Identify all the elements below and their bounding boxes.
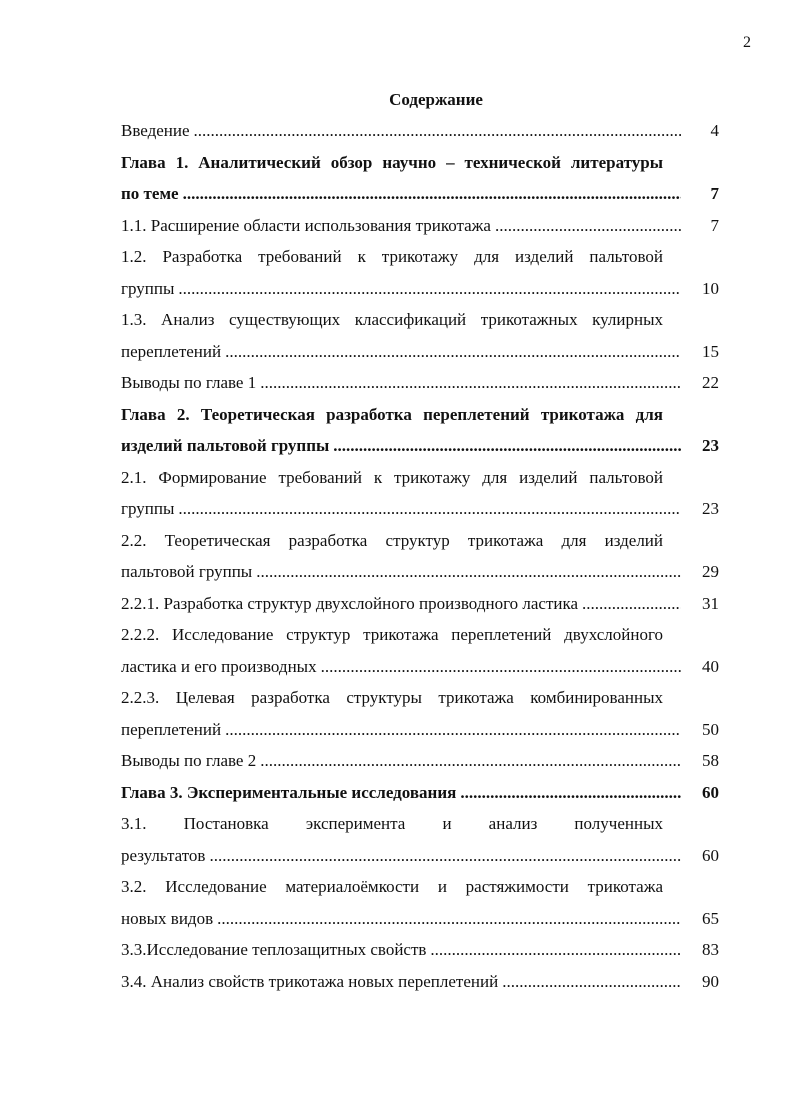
toc-entry[interactable] bbox=[121, 399, 721, 462]
toc-entry[interactable] bbox=[121, 210, 721, 242]
toc-entry-title: ластика и его производных bbox=[121, 656, 317, 676]
toc-page-number: 7 bbox=[710, 184, 719, 203]
page-number: 2 bbox=[743, 34, 751, 51]
toc-entry-title: по теме bbox=[121, 184, 179, 203]
toc-entry[interactable] bbox=[121, 304, 721, 367]
toc-leader-dots bbox=[582, 588, 681, 620]
toc-entry[interactable] bbox=[121, 745, 721, 777]
toc-entry[interactable] bbox=[121, 966, 721, 998]
toc-entry[interactable] bbox=[121, 808, 721, 871]
toc-leader-dots bbox=[502, 966, 681, 998]
toc-leader-dots bbox=[260, 745, 681, 777]
toc-leader-dots bbox=[460, 777, 681, 809]
toc-page-number: 40 bbox=[702, 656, 719, 676]
toc-leader-dots bbox=[194, 115, 681, 147]
toc-entry-title: 1.2. Разработка требований к трикотажу для изделий пальтовой bbox=[121, 247, 663, 266]
toc-entry-title: 3.1. Постановка эксперимента и анализ полученных bbox=[121, 814, 663, 833]
toc-page-number: 7 bbox=[710, 215, 719, 235]
toc-leader-dots bbox=[430, 934, 681, 966]
toc-entry[interactable] bbox=[121, 934, 721, 966]
toc-entry-title: новых видов bbox=[121, 908, 214, 928]
toc-entry-title: Глава 2. Теоретическая разработка переплетений трикотажа для bbox=[121, 404, 663, 424]
toc-entry-title: группы bbox=[121, 499, 175, 518]
toc-entry[interactable] bbox=[121, 682, 721, 745]
toc-entry-title: переплетений bbox=[121, 341, 222, 361]
toc-entry[interactable] bbox=[121, 462, 721, 525]
table-of-contents bbox=[121, 115, 721, 997]
toc-page-number: 22 bbox=[702, 373, 719, 392]
toc-entry-title: Выводы по главе 2 bbox=[121, 751, 257, 770]
toc-leader-dots bbox=[225, 336, 681, 368]
toc-entry-title: группы bbox=[121, 278, 175, 298]
toc-leader-dots bbox=[183, 178, 681, 210]
toc-entry-title: 2.1. Формирование требований к трикотажу для изделий пальтовой bbox=[121, 467, 663, 487]
toc-leader-dots bbox=[178, 273, 681, 305]
toc-page-number: 60 bbox=[702, 845, 719, 865]
toc-entry-title: 3.4. Анализ свойств трикотажа новых переплетений bbox=[121, 971, 499, 991]
toc-entry-title: 2.2.3. Целевая разработка структуры трикотажа комбинированных bbox=[121, 688, 663, 707]
toc-entry[interactable] bbox=[121, 777, 721, 809]
toc-page-number: 15 bbox=[702, 341, 719, 361]
toc-page-number: 50 bbox=[702, 719, 719, 739]
toc-page-number: 60 bbox=[702, 782, 719, 802]
toc-page-number: 90 bbox=[702, 971, 719, 991]
toc-entry-title: 3.2. Исследование материалоёмкости и растяжимости трикотажа bbox=[121, 877, 663, 896]
toc-leader-dots bbox=[256, 556, 681, 588]
toc-page-number: 10 bbox=[702, 278, 719, 298]
toc-entry[interactable] bbox=[121, 525, 721, 588]
toc-page-number: 29 bbox=[702, 562, 719, 581]
toc-page-number: 83 bbox=[702, 940, 719, 959]
toc-entry-title: 3.3.Исследование теплозащитных свойств bbox=[121, 940, 427, 959]
toc-leader-dots bbox=[217, 903, 681, 935]
toc-page-number: 23 bbox=[702, 436, 719, 455]
toc-entry[interactable] bbox=[121, 367, 721, 399]
toc-entry[interactable] bbox=[121, 619, 721, 682]
toc-entry-title: 2.2.1. Разработка структур двухслойного производного ластика bbox=[121, 593, 579, 613]
toc-entry[interactable] bbox=[121, 588, 721, 620]
toc-entry-title: 1.1. Расширение области использования трикотажа bbox=[121, 215, 491, 235]
toc-leader-dots bbox=[321, 651, 681, 683]
toc-entry-title: Выводы по главе 1 bbox=[121, 373, 257, 392]
toc-entry-title: Введение bbox=[121, 121, 190, 140]
toc-entry-title: 1.3. Анализ существующих классификаций трикотажных кулирных bbox=[121, 310, 663, 329]
toc-page-number: 58 bbox=[702, 751, 719, 770]
toc-leader-dots bbox=[178, 493, 681, 525]
toc-page-number: 4 bbox=[710, 121, 719, 140]
toc-entry[interactable] bbox=[121, 241, 721, 304]
toc-entry-title: Глава 3. Экспериментальные исследования bbox=[121, 782, 457, 802]
toc-title: Содержание bbox=[389, 90, 483, 109]
toc-entry[interactable] bbox=[121, 147, 721, 210]
toc-entry-title: переплетений bbox=[121, 719, 222, 739]
toc-page-number: 23 bbox=[702, 499, 719, 518]
toc-entry-title: изделий пальтовой группы bbox=[121, 436, 330, 455]
toc-entry-title: Глава 1. Аналитический обзор научно – технической литературы bbox=[121, 152, 663, 172]
toc-entry-title: пальтовой группы bbox=[121, 562, 253, 581]
toc-leader-dots bbox=[225, 714, 681, 746]
toc-leader-dots bbox=[333, 430, 681, 462]
toc-leader-dots bbox=[260, 367, 681, 399]
toc-leader-dots bbox=[209, 840, 681, 872]
toc-leader-dots bbox=[495, 210, 681, 242]
toc-page-number: 31 bbox=[702, 593, 719, 613]
toc-page-number: 65 bbox=[702, 908, 719, 928]
toc-entry-title: результатов bbox=[121, 845, 206, 865]
toc-entry-title: 2.2. Теоретическая разработка структур трикотажа для изделий bbox=[121, 530, 663, 550]
toc-entry-title: 2.2.2. Исследование структур трикотажа переплетений двухслойного bbox=[121, 625, 663, 644]
toc-entry[interactable] bbox=[121, 115, 721, 147]
toc-entry[interactable] bbox=[121, 871, 721, 934]
